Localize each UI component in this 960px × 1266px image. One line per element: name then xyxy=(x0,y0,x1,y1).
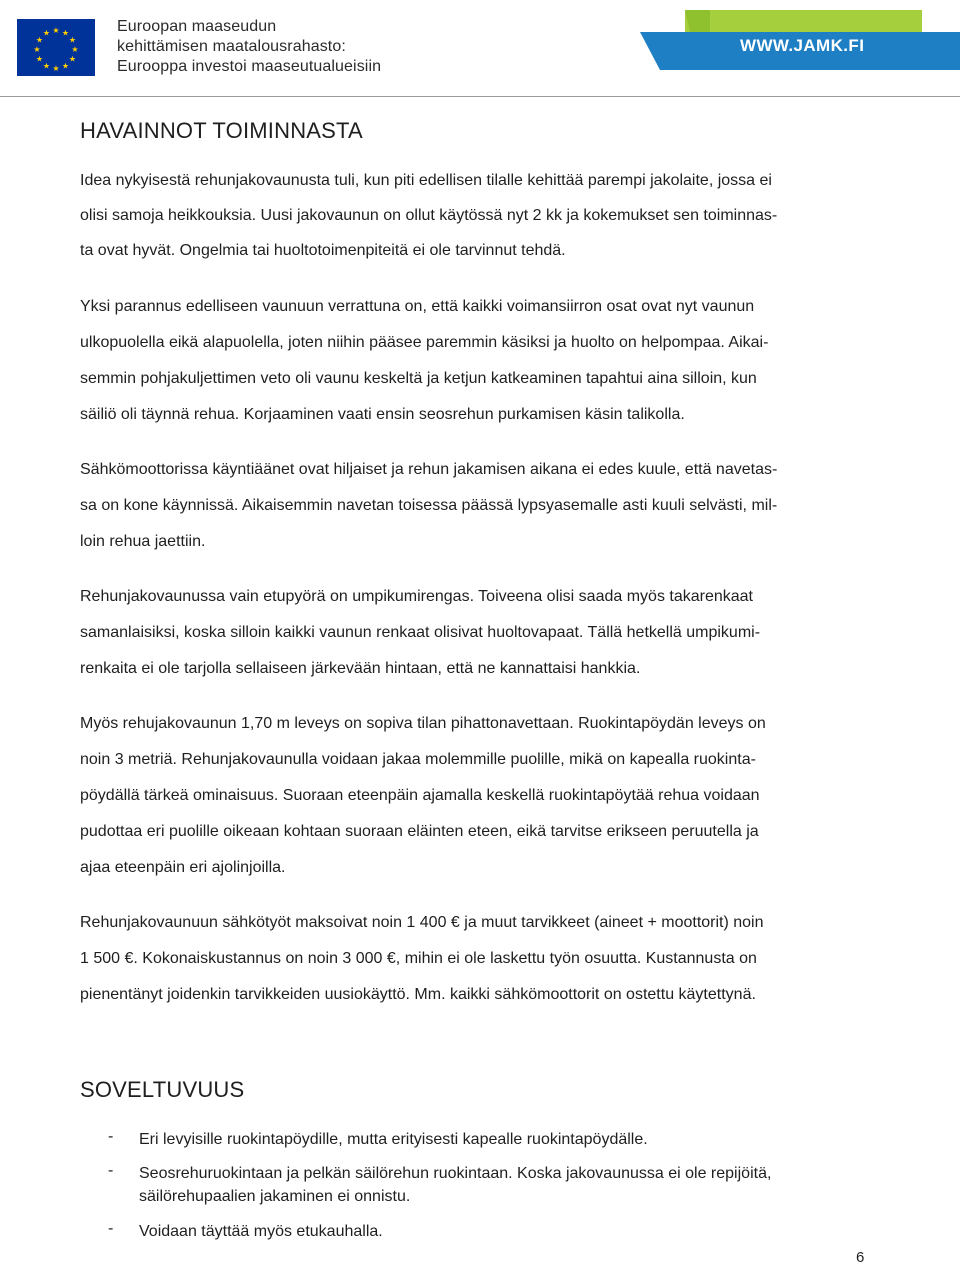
paragraph-line: ulkopuolella eikä alapuolella, joten niihin pääsee paremmin käsiksi ja huolto on helpompaa. Aikai- xyxy=(80,334,769,351)
paragraph-line: loin rehua jaettiin. xyxy=(80,533,206,550)
list-bullet-dash: - xyxy=(108,1220,114,1237)
paragraph-line: sa on kone käynnissä. Aikaisemmin navetan toisessa päässä lypsyasemalle asti kuuli selvästi, mil- xyxy=(80,497,778,514)
page-header xyxy=(0,0,960,96)
svg-text:★: ★ xyxy=(35,35,44,45)
eu-flag-logo xyxy=(17,19,95,76)
paragraph-line: Rehunjakovaunussa vain etupyörä on umpikumirengas. Toiveena olisi saada myös takarenkaat xyxy=(80,588,753,605)
eu-fund-line: kehittämisen maatalousrahasto: xyxy=(117,38,346,55)
page-number: 6 xyxy=(856,1249,865,1266)
paragraph-line: 1 500 €. Kokonaiskustannus on noin 3 000 €, mihin ei ole laskettu työn osuutta. Kustannusta on xyxy=(80,950,757,967)
paragraph-line: semmin pohjakuljettimen veto oli vaunu keskeltä ja ketjun katkeaminen tapahtui aina silloin, kun xyxy=(80,370,757,387)
paragraph-line: pienentänyt joidenkin tarvikkeiden uusiokäyttö. Mm. kaikki sähkömoottorit on ostettu käytettynä. xyxy=(80,986,756,1003)
list-item: Eri levyisille ruokintapöydille, mutta erityisesti kapealle ruokintapöydälle. xyxy=(139,1131,648,1148)
svg-text:★: ★ xyxy=(68,54,77,64)
eu-fund-line: Eurooppa investoi maaseutualueisiin xyxy=(117,58,382,75)
svg-text:★: ★ xyxy=(68,35,77,45)
svg-text:★: ★ xyxy=(61,28,70,38)
paragraph-line: ajaa eteenpäin eri ajolinjoilla. xyxy=(80,859,286,876)
section-heading: HAVAINNOT TOIMINNASTA xyxy=(80,118,363,143)
paragraph-line: noin 3 metriä. Rehunjakovaunulla voidaan jakaa molemmille puolille, mikä on kapealla ruokinta- xyxy=(80,751,756,768)
svg-text:★: ★ xyxy=(61,61,70,71)
paragraph-line: Idea nykyisestä rehunjakovaunusta tuli, kun piti edellisen tilalle kehittää parempi jakolaite, jossa ei xyxy=(80,172,772,189)
paragraph-line: Myös rehujakovaunun 1,70 m leveys on sopiva tilan pihattonavettaan. Ruokintapöydän leveys on xyxy=(80,715,766,732)
svg-text:★: ★ xyxy=(33,45,41,54)
paragraph-line: renkaita ei ole tarjolla sellaiseen järkevään hintaan, että ne kannattaisi hankkia. xyxy=(80,660,641,677)
list-item: Seosrehuruokintaan ja pelkän säilörehun ruokintaan. Koska jakovaunussa ei ole repijöitä, xyxy=(139,1165,772,1182)
jamk-url: WWW.JAMK.FI xyxy=(740,36,865,55)
paragraph-line: pudottaa eri puolille oikeaan kohtaan suoraan eläinten eteen, eikä tarvitse erikseen peruutella ja xyxy=(80,823,759,840)
paragraph-line: Yksi parannus edelliseen vaunuun verrattuna on, että kaikki voimansiirron osat ovat nyt vaunun xyxy=(80,298,755,315)
paragraph-line: olisi samoja heikkouksia. Uusi jakovaunun on ollut käytössä nyt 2 kk ja kokemukset sen toiminnas- xyxy=(80,207,778,224)
svg-text:★: ★ xyxy=(35,54,44,64)
header-divider xyxy=(0,96,960,97)
paragraph-line: Sähkömoottorissa käyntiäänet ovat hiljaiset ja rehun jakamisen aikana ei edes kuule, että navetas- xyxy=(80,461,778,478)
list-bullet-dash: - xyxy=(108,1162,114,1179)
paragraph-line: samanlaisiksi, koska silloin kaikki vaunun renkaat olisivat huoltovapaat. Tällä hetkellä umpikumi- xyxy=(80,624,761,641)
eu-stars-icon xyxy=(17,19,95,76)
section-heading: SOVELTUVUUS xyxy=(80,1077,245,1102)
paragraph-line: ta ovat hyvät. Ongelmia tai huoltotoimenpiteitä ei ole tarvinnut tehdä. xyxy=(80,242,566,259)
list-item: Voidaan täyttää myös etukauhalla. xyxy=(139,1223,383,1240)
eu-fund-text xyxy=(117,17,381,77)
list-item-continuation: säilörehupaalien jakaminen ei onnistu. xyxy=(139,1188,411,1205)
eu-fund-line: Euroopan maaseudun xyxy=(117,18,277,35)
paragraph-line: pöydällä tärkeä ominaisuus. Suoraan eteenpäin ajamalla keskellä ruokintapöytää rehua voidaan xyxy=(80,787,760,804)
paragraph-line: Rehunjakovaunuun sähkötyöt maksoivat noin 1 400 € ja muut tarvikkeet (aineet + moottorit) noin xyxy=(80,914,764,931)
paragraph-line: säiliö oli täynnä rehua. Korjaaminen vaati ensin seosrehun purkamisen käsin talikolla. xyxy=(80,406,685,423)
svg-text:★: ★ xyxy=(42,61,51,71)
svg-text:★: ★ xyxy=(52,64,60,73)
svg-text:★: ★ xyxy=(42,28,51,38)
svg-text:★: ★ xyxy=(52,26,60,35)
list-bullet-dash: - xyxy=(108,1128,114,1145)
svg-text:★: ★ xyxy=(71,45,79,54)
